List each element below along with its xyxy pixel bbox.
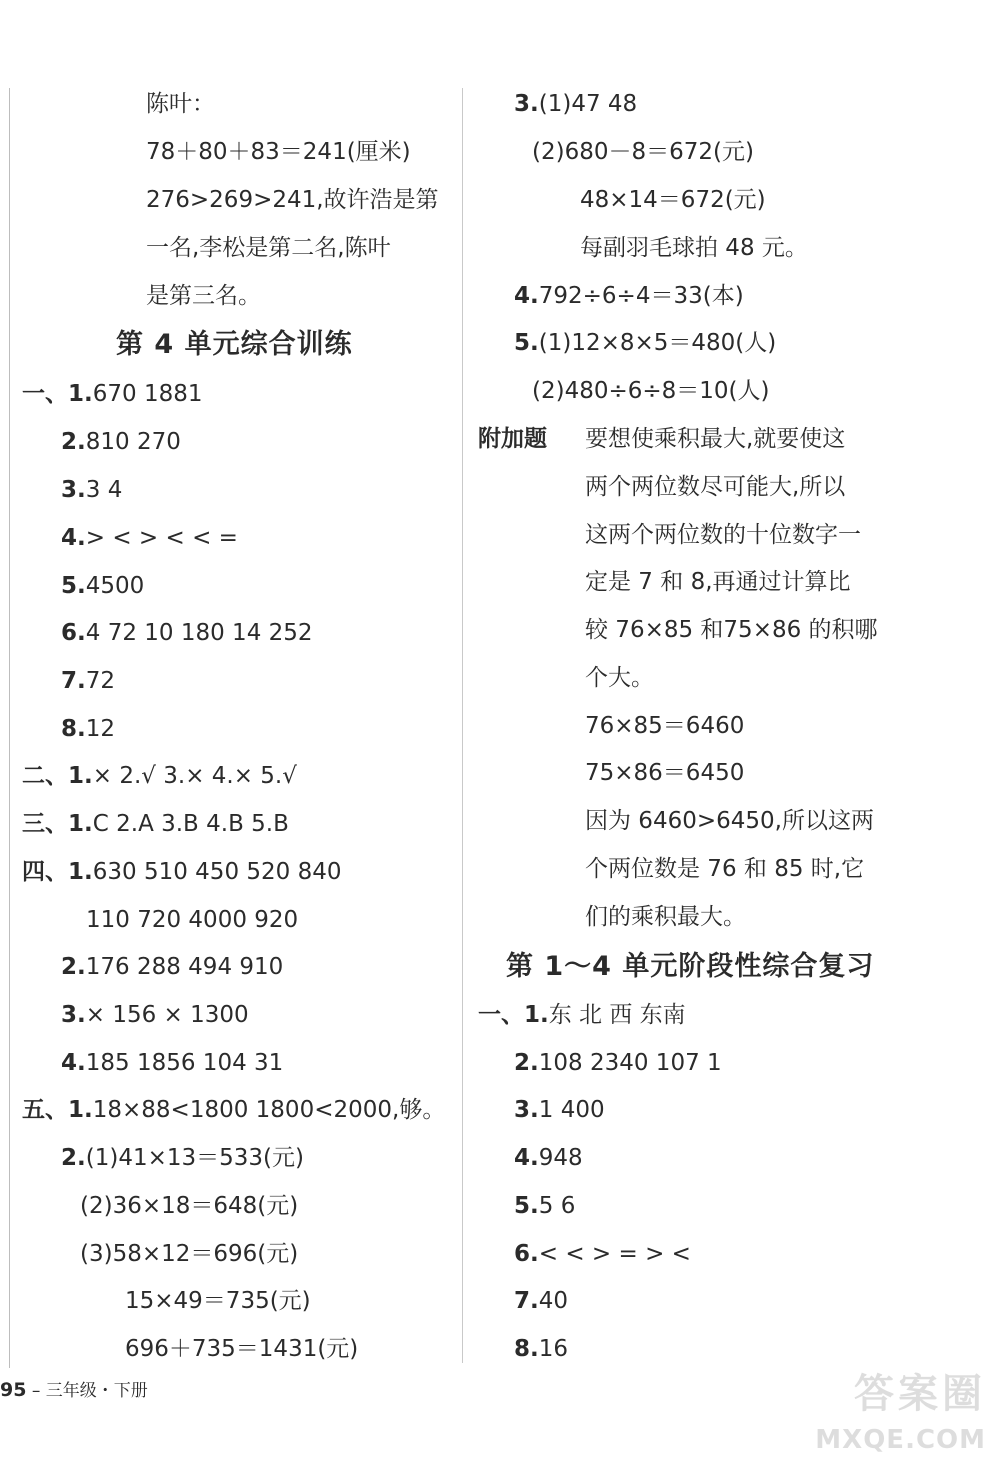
- answer-line: [532, 376, 770, 406]
- answer-line: [61, 427, 181, 457]
- item-number: 3.: [61, 1002, 86, 1028]
- answer-line: [80, 1239, 298, 1269]
- answer-line: [514, 1191, 575, 1221]
- answer-line: [514, 1239, 691, 1269]
- watermark-url: MXQE.COM: [815, 1425, 986, 1455]
- answer-text: 176 288 494 910: [85, 954, 284, 980]
- answer-line: [86, 905, 298, 935]
- footer-dash: –: [31, 1381, 41, 1401]
- item-number: 四、1.: [22, 859, 93, 885]
- item-number: 二、1.: [22, 763, 93, 789]
- item-number: 三、1.: [22, 811, 93, 837]
- column-divider: [462, 88, 463, 1363]
- item-number: 一、1.: [478, 1002, 549, 1028]
- text-line: 276>269>241,故许浩是第: [146, 187, 439, 213]
- answer-text: < < > = > <: [538, 1241, 691, 1267]
- text-line: 们的乘积最大。: [585, 904, 746, 930]
- text-line: 个大。: [585, 665, 654, 691]
- item-number: 8.: [514, 1336, 539, 1362]
- item-number: 3.: [514, 91, 539, 117]
- answer-text: 792÷6÷4＝33(本): [538, 283, 744, 309]
- answer-text: 3 4: [85, 477, 123, 503]
- answer-line: [514, 89, 637, 119]
- answer-text: 15×49＝735(元): [125, 1288, 311, 1314]
- item-number: 3.: [61, 477, 86, 503]
- answer-line: [514, 1095, 605, 1125]
- answer-text: (1)41×13＝533(元): [85, 1145, 304, 1171]
- answer-line: [125, 1334, 358, 1364]
- answer-line: [61, 475, 122, 505]
- item-number: 8.: [61, 716, 86, 742]
- answer-line: [125, 1286, 311, 1316]
- text-line: 要想使乘积最大,就要使这: [585, 426, 846, 452]
- answer-text: 16: [538, 1336, 569, 1362]
- answer-text: 670 1881: [92, 381, 203, 407]
- text-line: 两个两位数尽可能大,所以: [585, 474, 846, 500]
- bonus-label: 附加题: [478, 426, 547, 452]
- answer-line: [478, 1000, 686, 1030]
- section-title: 第 1～4 单元阶段性综合复习: [506, 951, 875, 982]
- answer-text: 18×88<1800 1800<2000,够。: [92, 1097, 446, 1123]
- text-line: 一名,李松是第二名,陈叶: [146, 235, 391, 261]
- answer-line: [514, 1286, 568, 1316]
- answer-text: 5 6: [538, 1193, 576, 1219]
- answer-text: 1 400: [538, 1097, 605, 1123]
- text-line: 定是 7 和 8,再通过计算比: [585, 569, 851, 595]
- answer-text: 每副羽毛球拍 48 元。: [580, 235, 808, 261]
- answer-text: C 2.A 3.B 4.B 5.B: [92, 811, 289, 837]
- answer-line: [514, 1048, 722, 1078]
- item-number: 4.: [61, 525, 86, 551]
- answer-line: [61, 523, 238, 553]
- answer-line: [61, 618, 313, 648]
- answer-text: 110 720 4000 920: [86, 907, 299, 933]
- item-number: 4.: [61, 1050, 86, 1076]
- answer-text: × 2.√ 3.× 4.× 5.√: [92, 763, 297, 789]
- item-number: 5.: [514, 1193, 539, 1219]
- answer-text: (2)36×18＝648(元): [80, 1193, 299, 1219]
- answer-text: 696＋735＝1431(元): [125, 1336, 359, 1362]
- answer-text: 48×14＝672(元): [580, 187, 766, 213]
- text-line: 因为 6460>6450,所以这两: [585, 808, 874, 834]
- watermark: [786, 1363, 986, 1463]
- item-number: 2.: [61, 429, 86, 455]
- answer-line: [22, 809, 289, 839]
- text-line: 这两个两位数的十位数字一: [585, 522, 861, 548]
- answer-line: [61, 1143, 304, 1173]
- answer-line: [61, 571, 144, 601]
- text-line: 个两位数是 76 和 85 时,它: [585, 856, 865, 882]
- answer-text: 72: [85, 668, 116, 694]
- item-number: 6.: [514, 1241, 539, 1267]
- text-line: 是第三名。: [146, 283, 261, 309]
- answer-text: 4 72 10 180 14 252: [85, 620, 313, 646]
- item-number: 2.: [61, 954, 86, 980]
- answer-text: (2)480÷6÷8＝10(人): [532, 378, 770, 404]
- answer-line: [22, 761, 297, 791]
- answer-line: [22, 857, 342, 887]
- section-title: 第 4 单元综合训练: [116, 329, 353, 360]
- answer-text: (1)47 48: [538, 91, 638, 117]
- answer-line: [514, 328, 776, 358]
- answer-line: [61, 666, 115, 696]
- item-number: 五、1.: [22, 1097, 93, 1123]
- answer-text: 630 510 450 520 840: [92, 859, 342, 885]
- answer-line: [61, 952, 283, 982]
- page-number: 95: [0, 1379, 27, 1401]
- answer-line: [532, 137, 754, 167]
- page-edge-rule: [9, 88, 10, 1368]
- text-line: 75×86＝6450: [585, 760, 745, 786]
- item-number: 4.: [514, 1145, 539, 1171]
- answer-text: 12: [85, 716, 116, 742]
- item-number: 2.: [514, 1050, 539, 1076]
- answer-text: 810 270: [85, 429, 181, 455]
- answer-line: [22, 379, 203, 409]
- text-line: 陈叶：: [146, 91, 215, 117]
- answer-text: (2)680－8＝672(元): [532, 139, 754, 165]
- item-number: 5.: [61, 573, 86, 599]
- answer-text: 948: [538, 1145, 583, 1171]
- answer-text: 东 北 西 东南: [548, 1002, 686, 1028]
- answer-text: (1)12×8×5＝480(人): [538, 330, 777, 356]
- answer-text: > < > < < =: [85, 525, 238, 551]
- answer-line: [61, 1048, 283, 1078]
- watermark-logo: 答案圈: [854, 1371, 986, 1417]
- item-number: 3.: [514, 1097, 539, 1123]
- grade-label: 三年级・下册: [45, 1381, 148, 1401]
- item-number: 7.: [61, 668, 86, 694]
- answer-line: [514, 281, 744, 311]
- item-number: 4.: [514, 283, 539, 309]
- item-number: 7.: [514, 1288, 539, 1314]
- answer-text: 40: [538, 1288, 569, 1314]
- answer-line: [22, 1095, 445, 1125]
- answer-text: 185 1856 104 31: [85, 1050, 284, 1076]
- item-number: 5.: [514, 330, 539, 356]
- text-line: 78＋80＋83＝241(厘米): [146, 139, 411, 165]
- answer-line: [514, 1334, 568, 1364]
- text-line: 76×85＝6460: [585, 713, 745, 739]
- answer-text: 108 2340 107 1: [538, 1050, 722, 1076]
- answer-line: [514, 1143, 583, 1173]
- item-number: 2.: [61, 1145, 86, 1171]
- answer-text: (3)58×12＝696(元): [80, 1241, 299, 1267]
- answer-line: [580, 233, 808, 263]
- answer-line: [61, 714, 115, 744]
- answer-text: 4500: [85, 573, 145, 599]
- page-footer: [0, 1378, 148, 1403]
- answer-line: [80, 1191, 298, 1221]
- answer-text: × 156 × 1300: [85, 1002, 249, 1028]
- item-number: 一、1.: [22, 381, 93, 407]
- item-number: 6.: [61, 620, 86, 646]
- answer-line: [61, 1000, 249, 1030]
- text-line: 较 76×85 和75×86 的积哪: [585, 617, 878, 643]
- answer-line: [580, 185, 766, 215]
